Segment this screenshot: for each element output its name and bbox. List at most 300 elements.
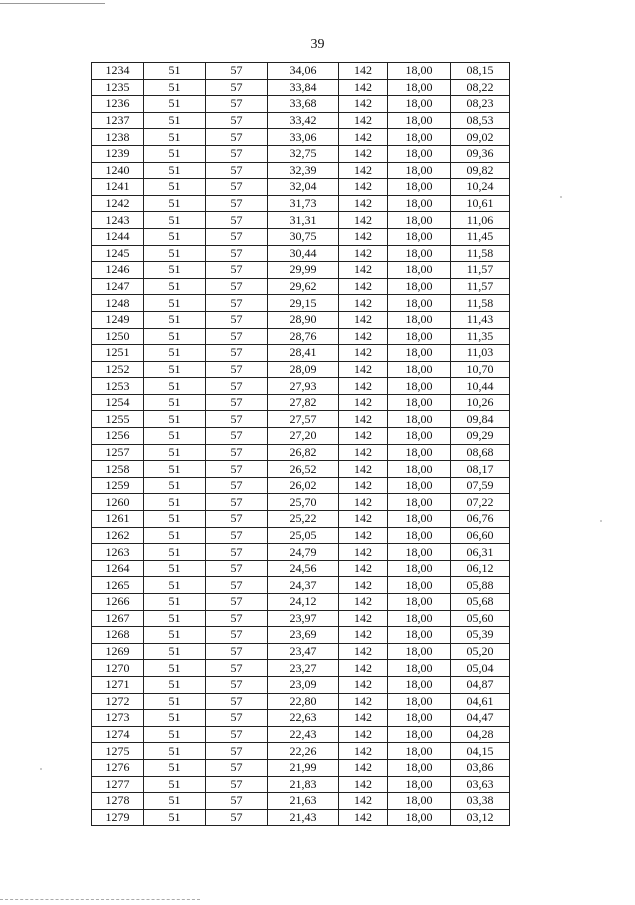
table-cell: 1279 [92, 809, 144, 826]
table-cell: 28,90 [268, 311, 339, 328]
table-cell: 22,43 [268, 726, 339, 743]
table-cell: 51 [144, 278, 206, 295]
table-cell: 51 [144, 96, 206, 113]
table-cell: 57 [206, 328, 268, 345]
table-row [92, 378, 510, 395]
table-row [92, 660, 510, 677]
table-row [92, 228, 510, 245]
table-cell: 18,00 [388, 461, 451, 478]
table-cell: 05,60 [451, 610, 510, 627]
table-cell: 18,00 [388, 660, 451, 677]
table-cell: 18,00 [388, 112, 451, 129]
table-cell: 11,43 [451, 311, 510, 328]
table-cell: 18,00 [388, 643, 451, 660]
table-cell: 57 [206, 610, 268, 627]
table-cell: 1257 [92, 444, 144, 461]
table-cell: 25,22 [268, 511, 339, 528]
table-cell: 1275 [92, 743, 144, 760]
table-cell: 57 [206, 63, 268, 80]
table-cell: 08,17 [451, 461, 510, 478]
table-cell: 142 [339, 793, 388, 810]
table-cell: 27,57 [268, 411, 339, 428]
table-cell: 57 [206, 162, 268, 179]
table-cell: 57 [206, 494, 268, 511]
table-cell: 51 [144, 693, 206, 710]
table-cell: 18,00 [388, 145, 451, 162]
table-cell: 11,06 [451, 212, 510, 229]
table-cell: 51 [144, 63, 206, 80]
table-cell: 1273 [92, 710, 144, 727]
table-cell: 57 [206, 195, 268, 212]
table-cell: 11,57 [451, 262, 510, 279]
table-cell: 51 [144, 643, 206, 660]
table-cell: 1272 [92, 693, 144, 710]
table-cell: 142 [339, 179, 388, 196]
table-cell: 1278 [92, 793, 144, 810]
table-cell: 22,63 [268, 710, 339, 727]
table-cell: 1241 [92, 179, 144, 196]
table-cell: 1271 [92, 676, 144, 693]
table-cell: 11,57 [451, 278, 510, 295]
table-cell: 1254 [92, 394, 144, 411]
table-cell: 142 [339, 212, 388, 229]
table-cell: 03,38 [451, 793, 510, 810]
table-cell: 1249 [92, 311, 144, 328]
table-cell: 142 [339, 809, 388, 826]
scan-speck [40, 768, 42, 770]
table-cell: 05,39 [451, 627, 510, 644]
table-cell: 21,99 [268, 759, 339, 776]
table-cell: 18,00 [388, 527, 451, 544]
table-cell: 08,15 [451, 63, 510, 80]
table-cell: 142 [339, 660, 388, 677]
table-cell: 03,86 [451, 759, 510, 776]
table-cell: 04,47 [451, 710, 510, 727]
table-cell: 18,00 [388, 577, 451, 594]
table-row [92, 743, 510, 760]
table-row [92, 776, 510, 793]
table-cell: 51 [144, 411, 206, 428]
table-row [92, 627, 510, 644]
table-cell: 57 [206, 527, 268, 544]
table-cell: 57 [206, 96, 268, 113]
table-cell: 142 [339, 527, 388, 544]
table-cell: 18,00 [388, 676, 451, 693]
table-cell: 142 [339, 262, 388, 279]
table-cell: 1260 [92, 494, 144, 511]
table-cell: 18,00 [388, 594, 451, 611]
table-row [92, 162, 510, 179]
table-row [92, 693, 510, 710]
scan-speck [600, 520, 602, 522]
table-cell: 51 [144, 627, 206, 644]
table-cell: 142 [339, 361, 388, 378]
table-cell: 57 [206, 743, 268, 760]
table-cell: 57 [206, 428, 268, 445]
table-cell: 57 [206, 212, 268, 229]
table-row [92, 544, 510, 561]
table-cell: 33,84 [268, 79, 339, 96]
table-cell: 57 [206, 676, 268, 693]
table-row [92, 793, 510, 810]
table-cell: 1240 [92, 162, 144, 179]
table-cell: 1263 [92, 544, 144, 561]
table-cell: 1253 [92, 378, 144, 395]
table-row [92, 179, 510, 196]
table-cell: 57 [206, 262, 268, 279]
table-cell: 1267 [92, 610, 144, 627]
table-cell: 05,88 [451, 577, 510, 594]
table-cell: 142 [339, 560, 388, 577]
table-cell: 51 [144, 726, 206, 743]
table-row [92, 112, 510, 129]
table-cell: 08,68 [451, 444, 510, 461]
table-cell: 21,63 [268, 793, 339, 810]
table-cell: 1259 [92, 477, 144, 494]
table-cell: 1243 [92, 212, 144, 229]
table-cell: 18,00 [388, 63, 451, 80]
table-cell: 1251 [92, 345, 144, 362]
table-cell: 23,97 [268, 610, 339, 627]
table-cell: 29,99 [268, 262, 339, 279]
table-cell: 1238 [92, 129, 144, 146]
table-cell: 04,28 [451, 726, 510, 743]
table-cell: 18,00 [388, 776, 451, 793]
table-cell: 142 [339, 228, 388, 245]
table-cell: 21,43 [268, 809, 339, 826]
table-cell: 33,42 [268, 112, 339, 129]
table-cell: 18,00 [388, 793, 451, 810]
table-cell: 51 [144, 809, 206, 826]
table-cell: 18,00 [388, 759, 451, 776]
table-cell: 142 [339, 245, 388, 262]
table-cell: 57 [206, 693, 268, 710]
table-row [92, 610, 510, 627]
table-cell: 57 [206, 79, 268, 96]
table-row [92, 96, 510, 113]
table-cell: 10,70 [451, 361, 510, 378]
table-row [92, 345, 510, 362]
table-row [92, 494, 510, 511]
table-cell: 142 [339, 295, 388, 312]
table-cell: 1237 [92, 112, 144, 129]
table-row [92, 411, 510, 428]
table-cell: 51 [144, 394, 206, 411]
table-cell: 18,00 [388, 544, 451, 561]
table-cell: 28,76 [268, 328, 339, 345]
table-cell: 18,00 [388, 693, 451, 710]
table-cell: 57 [206, 759, 268, 776]
table-cell: 1264 [92, 560, 144, 577]
table-cell: 142 [339, 444, 388, 461]
table-cell: 142 [339, 79, 388, 96]
table-cell: 18,00 [388, 278, 451, 295]
table-cell: 1245 [92, 245, 144, 262]
table-cell: 05,20 [451, 643, 510, 660]
table-cell: 142 [339, 195, 388, 212]
scan-edge-line-top [0, 3, 105, 4]
table-cell: 57 [206, 577, 268, 594]
table-cell: 06,60 [451, 527, 510, 544]
table-cell: 51 [144, 544, 206, 561]
table-cell: 51 [144, 743, 206, 760]
table-cell: 57 [206, 511, 268, 528]
table-cell: 10,44 [451, 378, 510, 395]
table-cell: 57 [206, 726, 268, 743]
table-cell: 30,75 [268, 228, 339, 245]
table-row [92, 245, 510, 262]
table-row [92, 63, 510, 80]
table-cell: 57 [206, 311, 268, 328]
table-cell: 21,83 [268, 776, 339, 793]
table-row [92, 295, 510, 312]
table-cell: 18,00 [388, 411, 451, 428]
table-cell: 51 [144, 676, 206, 693]
table-cell: 51 [144, 145, 206, 162]
table-cell: 18,00 [388, 79, 451, 96]
table-cell: 23,69 [268, 627, 339, 644]
table-cell: 06,31 [451, 544, 510, 561]
table-cell: 28,41 [268, 345, 339, 362]
table-cell: 08,22 [451, 79, 510, 96]
table-cell: 18,00 [388, 560, 451, 577]
table-cell: 18,00 [388, 361, 451, 378]
table-row [92, 726, 510, 743]
table-cell: 18,00 [388, 245, 451, 262]
table-cell: 57 [206, 295, 268, 312]
table-cell: 18,00 [388, 295, 451, 312]
table-cell: 05,04 [451, 660, 510, 677]
table-cell: 11,35 [451, 328, 510, 345]
table-row [92, 428, 510, 445]
table-cell: 18,00 [388, 726, 451, 743]
table-cell: 51 [144, 79, 206, 96]
table-cell: 32,04 [268, 179, 339, 196]
data-table [91, 62, 510, 826]
table-cell: 142 [339, 627, 388, 644]
table-cell: 18,00 [388, 328, 451, 345]
table-cell: 26,82 [268, 444, 339, 461]
table-cell: 09,02 [451, 129, 510, 146]
table-cell: 08,23 [451, 96, 510, 113]
table-cell: 18,00 [388, 262, 451, 279]
table-cell: 24,56 [268, 560, 339, 577]
table-row [92, 759, 510, 776]
table-cell: 1250 [92, 328, 144, 345]
table-cell: 18,00 [388, 494, 451, 511]
table-cell: 57 [206, 361, 268, 378]
table-cell: 142 [339, 494, 388, 511]
table-row [92, 594, 510, 611]
table-cell: 18,00 [388, 228, 451, 245]
table-cell: 51 [144, 793, 206, 810]
table-cell: 24,12 [268, 594, 339, 611]
table-cell: 26,02 [268, 477, 339, 494]
table-row [92, 477, 510, 494]
table-cell: 51 [144, 361, 206, 378]
table-cell: 51 [144, 295, 206, 312]
table-cell: 10,24 [451, 179, 510, 196]
table-cell: 25,05 [268, 527, 339, 544]
table-cell: 27,93 [268, 378, 339, 395]
table-cell: 142 [339, 162, 388, 179]
table-cell: 24,79 [268, 544, 339, 561]
table-cell: 34,06 [268, 63, 339, 80]
table-cell: 11,58 [451, 295, 510, 312]
table-cell: 51 [144, 511, 206, 528]
table-cell: 51 [144, 262, 206, 279]
table-cell: 51 [144, 378, 206, 395]
table-cell: 27,82 [268, 394, 339, 411]
table-cell: 07,22 [451, 494, 510, 511]
table-body [92, 63, 510, 826]
table-cell: 1255 [92, 411, 144, 428]
table-cell: 07,59 [451, 477, 510, 494]
table-cell: 57 [206, 544, 268, 561]
table-cell: 1242 [92, 195, 144, 212]
table-cell: 142 [339, 129, 388, 146]
table-cell: 18,00 [388, 394, 451, 411]
table-cell: 142 [339, 63, 388, 80]
table-cell: 57 [206, 560, 268, 577]
table-cell: 1258 [92, 461, 144, 478]
table-cell: 18,00 [388, 311, 451, 328]
table-cell: 51 [144, 228, 206, 245]
table-cell: 08,53 [451, 112, 510, 129]
table-cell: 142 [339, 112, 388, 129]
table-cell: 23,47 [268, 643, 339, 660]
table-cell: 18,00 [388, 627, 451, 644]
table-cell: 142 [339, 378, 388, 395]
table-cell: 22,80 [268, 693, 339, 710]
table-cell: 57 [206, 112, 268, 129]
table-cell: 142 [339, 461, 388, 478]
table-cell: 51 [144, 428, 206, 445]
table-cell: 04,61 [451, 693, 510, 710]
table-cell: 18,00 [388, 477, 451, 494]
table-cell: 51 [144, 129, 206, 146]
table-cell: 18,00 [388, 345, 451, 362]
table-row [92, 361, 510, 378]
table-cell: 1266 [92, 594, 144, 611]
table-row [92, 311, 510, 328]
table-cell: 51 [144, 245, 206, 262]
table-cell: 04,87 [451, 676, 510, 693]
table-cell: 1248 [92, 295, 144, 312]
table-cell: 57 [206, 461, 268, 478]
table-cell: 57 [206, 245, 268, 262]
table-cell: 51 [144, 444, 206, 461]
table-cell: 09,29 [451, 428, 510, 445]
table-cell: 09,82 [451, 162, 510, 179]
table-row [92, 444, 510, 461]
table-cell: 51 [144, 560, 206, 577]
table-cell: 142 [339, 394, 388, 411]
table-row [92, 461, 510, 478]
table-cell: 142 [339, 726, 388, 743]
table-cell: 1276 [92, 759, 144, 776]
table-cell: 51 [144, 577, 206, 594]
table-cell: 32,75 [268, 145, 339, 162]
table-cell: 10,26 [451, 394, 510, 411]
table-row [92, 643, 510, 660]
table-row [92, 278, 510, 295]
table-cell: 29,62 [268, 278, 339, 295]
table-cell: 51 [144, 328, 206, 345]
table-cell: 51 [144, 212, 206, 229]
table-cell: 142 [339, 328, 388, 345]
table-cell: 142 [339, 776, 388, 793]
table-cell: 51 [144, 594, 206, 611]
table-cell: 142 [339, 428, 388, 445]
table-cell: 57 [206, 394, 268, 411]
table-cell: 142 [339, 594, 388, 611]
table-cell: 11,03 [451, 345, 510, 362]
table-cell: 51 [144, 660, 206, 677]
table-cell: 18,00 [388, 129, 451, 146]
table-cell: 142 [339, 544, 388, 561]
table-cell: 142 [339, 145, 388, 162]
table-cell: 57 [206, 411, 268, 428]
table-row [92, 79, 510, 96]
table-cell: 18,00 [388, 511, 451, 528]
table-cell: 03,12 [451, 809, 510, 826]
table-cell: 18,00 [388, 162, 451, 179]
table-cell: 1274 [92, 726, 144, 743]
table-cell: 57 [206, 378, 268, 395]
table-cell: 23,27 [268, 660, 339, 677]
table-cell: 51 [144, 461, 206, 478]
table-row [92, 809, 510, 826]
table-row [92, 145, 510, 162]
table-cell: 03,63 [451, 776, 510, 793]
table-cell: 142 [339, 511, 388, 528]
table-cell: 18,00 [388, 809, 451, 826]
table-cell: 1247 [92, 278, 144, 295]
table-row [92, 129, 510, 146]
table-cell: 1236 [92, 96, 144, 113]
table-cell: 57 [206, 145, 268, 162]
table-cell: 57 [206, 809, 268, 826]
table-cell: 57 [206, 345, 268, 362]
table-cell: 29,15 [268, 295, 339, 312]
table-cell: 09,36 [451, 145, 510, 162]
table-row [92, 212, 510, 229]
table-cell: 51 [144, 710, 206, 727]
table-cell: 51 [144, 311, 206, 328]
table-cell: 1244 [92, 228, 144, 245]
table-cell: 1269 [92, 643, 144, 660]
table-cell: 33,06 [268, 129, 339, 146]
table-row [92, 560, 510, 577]
table-row [92, 262, 510, 279]
table-cell: 1235 [92, 79, 144, 96]
table-cell: 142 [339, 676, 388, 693]
table-cell: 51 [144, 162, 206, 179]
table-cell: 27,20 [268, 428, 339, 445]
table-row [92, 195, 510, 212]
table-cell: 142 [339, 743, 388, 760]
table-cell: 1262 [92, 527, 144, 544]
table-row [92, 511, 510, 528]
table-cell: 142 [339, 96, 388, 113]
table-cell: 57 [206, 278, 268, 295]
table-cell: 05,68 [451, 594, 510, 611]
table-cell: 23,09 [268, 676, 339, 693]
table-cell: 142 [339, 311, 388, 328]
table-cell: 1252 [92, 361, 144, 378]
table-cell: 1246 [92, 262, 144, 279]
